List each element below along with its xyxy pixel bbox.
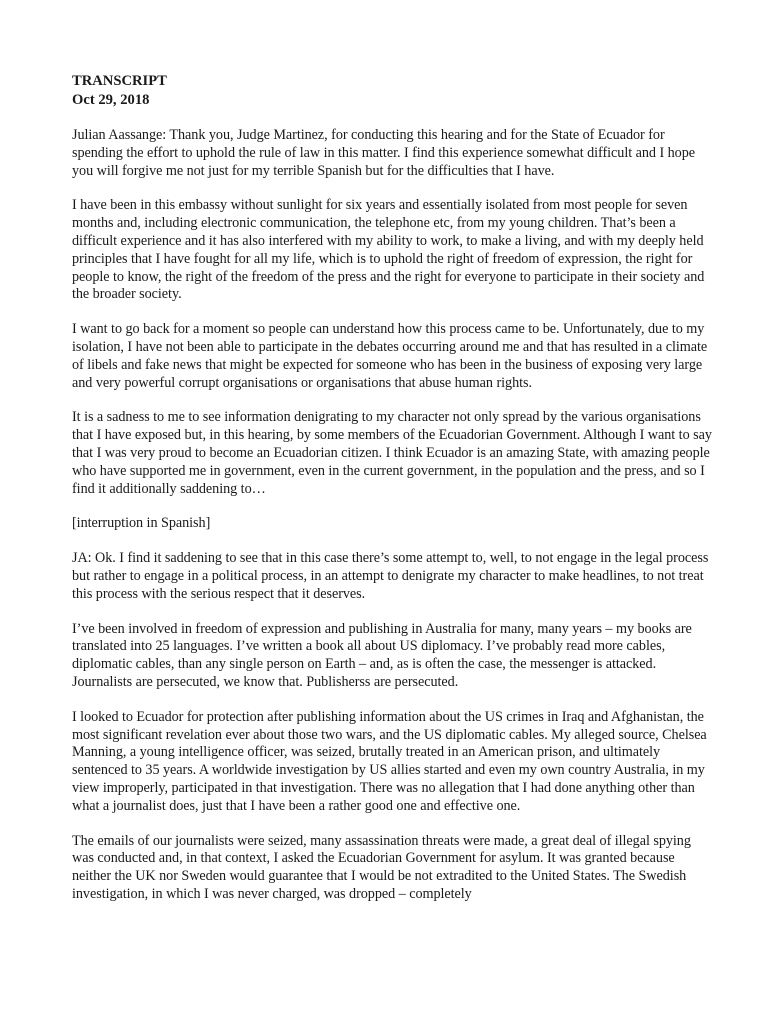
paragraph-2: I have been in this embassy without sunlight for six years and essentially isolated from most people for seven months and, including electronic communication, the telephone etc, from my young children. That’s been a difficult experience and it has also interfered with my ability to work, to make a living, and with my deeply held principles that I have fought for all my life, which is to uphold the right of freedom of expression, the right for people to know, the right of the freedom of the press and the right for everyone to participate in their society and the broader society. bbox=[72, 197, 705, 303]
document-title: TRANSCRIPT bbox=[72, 73, 167, 89]
paragraph-9: The emails of our journalists were seized, many assassination threats were made, a great deal of illegal spying was conducted and, in that context, I asked the Ecuadorian Government for asylum. It was granted because neither the UK nor Sweden would guarantee that I would be not extradited to the United States. The Swedish investigation, in which I was never charged, was dropped – completely bbox=[72, 832, 691, 902]
document-date: Oct 29, 2018 bbox=[72, 92, 150, 108]
paragraph-8: I looked to Ecuador for protection after publishing information about the US crimes in Iraq and Afghanistan, the most significant revelation ever about those two wars, and the US diplomatic cables. My alleged source, Chelsea Manning, a young intelligence officer, was seized, brutally treated in an American prison, and ultimately sentenced to 35 years. A worldwide investigation by US allies started and even my own country Australia, in my view improperly, participated in that investigation. There was no allegation that I had done anything other than what a journalist does, just that I have been a rather good one and effective one. bbox=[72, 708, 707, 814]
paragraph-6: JA: Ok. I find it saddening to see that in this case there’s some attempt to, well, to not engage in the legal process but rather to engage in a political process, in an attempt to denigrate my character to make headlines, to not treat this process with the serious respect that it deserves. bbox=[72, 550, 709, 602]
paragraph-7: I’ve been involved in freedom of expression and publishing in Australia for many, many years – my books are translated into 25 languages. I’ve written a book all about US diplomacy. I’ve probably read more cables, diplomatic cables, than any single person on Earth – and, as is often the case, the messenger is attacked. Journalists are persecuted, we know that. Publisherss are persecuted. bbox=[72, 620, 692, 690]
paragraph-1: Julian Aassange: Thank you, Judge Martinez, for conducting this hearing and for the State of Ecuador for spending the effort to uphold the rule of law in this matter. I find this experience somewhat difficult and I hope you will forgive me not just for my terrible Spanish but for the difficulties that I have. bbox=[72, 127, 695, 179]
paragraph-3: I want to go back for a moment so people can understand how this process came to be. Unfortunately, due to my isolation, I have not been able to participate in the debates occurring around me and that has resulted in a climate of libels and fake news that might be expected for someone who has been in the business of exposing very large and very powerful corrupt organisations or organisations that abuse human rights. bbox=[72, 321, 708, 391]
document-page bbox=[72, 72, 712, 921]
paragraph-5-interruption: [interruption in Spanish] bbox=[72, 515, 211, 532]
paragraph-4: It is a sadness to me to see information denigrating to my character not only spread by the various organisations that I have exposed but, in this hearing, by some members of the Ecuadorian Government. Although I want to say that I was very proud to become an Ecuadorian citizen. I think Ecuador is an amazing State, with amazing people who have supported me in government, even in the current government, in the population and the press, and so I find it additionally saddening to… bbox=[72, 409, 712, 497]
